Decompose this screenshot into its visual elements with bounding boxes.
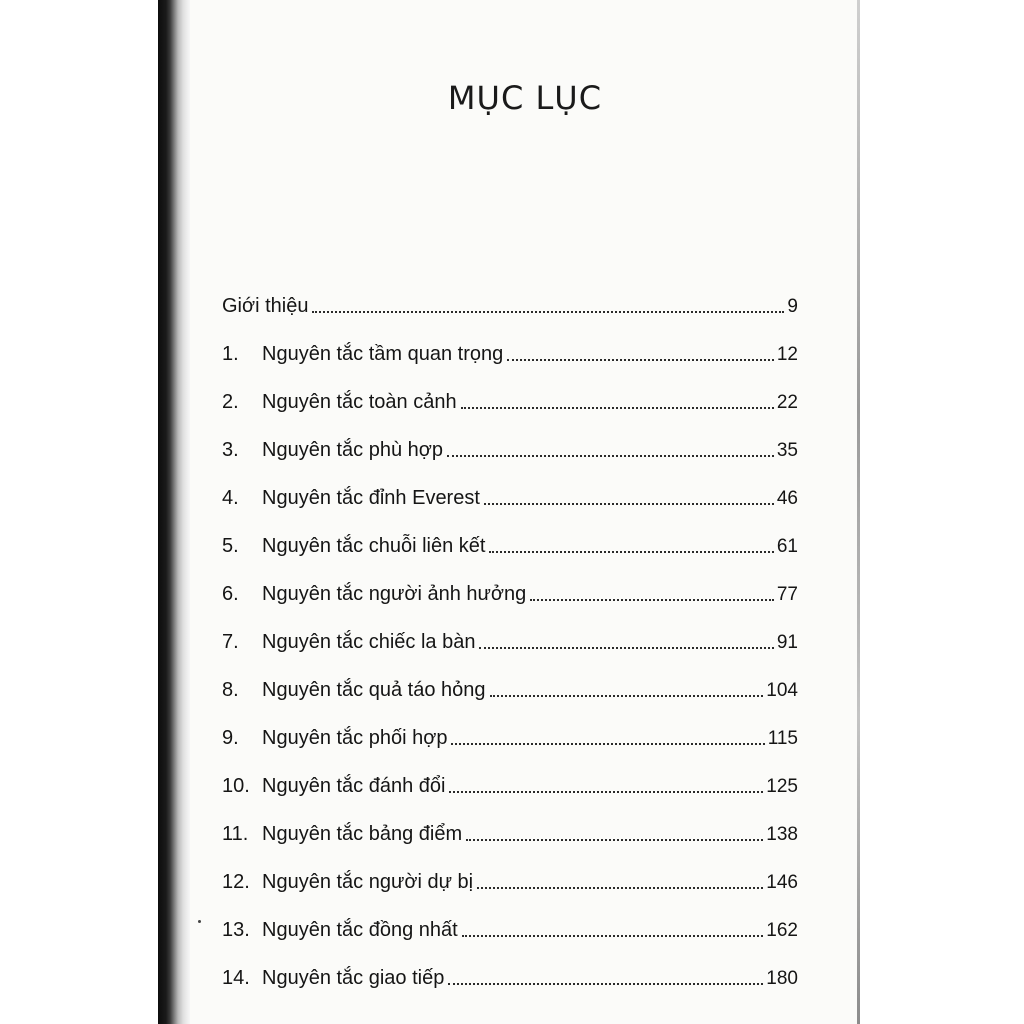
toc-entry-number: 5. bbox=[222, 535, 239, 557]
toc-entry-page: 35 bbox=[776, 440, 798, 461]
toc-entry bbox=[222, 604, 798, 652]
toc-entry-page: 115 bbox=[767, 728, 798, 749]
dot-leader bbox=[507, 358, 774, 361]
toc-entry bbox=[222, 316, 798, 364]
dot-leader bbox=[462, 934, 764, 937]
toc-entry-label: Nguyên tắc chuỗi liên kết bbox=[262, 535, 486, 557]
toc-entry-page: 22 bbox=[776, 392, 798, 413]
toc-entry-label: Nguyên tắc giao tiếp bbox=[262, 967, 445, 989]
toc-entry-number: 8. bbox=[222, 679, 239, 701]
toc-entry-number: 11. bbox=[222, 823, 249, 845]
toc-entry bbox=[222, 364, 798, 412]
toc-entry-page: 61 bbox=[776, 536, 798, 557]
toc-entry bbox=[222, 748, 798, 796]
toc-entry-number: 12. bbox=[222, 871, 250, 893]
toc-entry bbox=[222, 892, 798, 940]
toc-entry-label: Nguyên tắc phối hợp bbox=[262, 727, 448, 749]
toc-entry-number: 4. bbox=[222, 487, 239, 509]
toc-entry-label: Nguyên tắc đồng nhất bbox=[262, 919, 458, 941]
toc-entry-number: 9. bbox=[222, 727, 239, 749]
dot-leader bbox=[484, 502, 774, 505]
toc-entry-page: 12 bbox=[776, 344, 798, 365]
dot-leader bbox=[312, 310, 784, 313]
dot-leader bbox=[530, 598, 774, 601]
book-spine-shadow bbox=[158, 0, 192, 1024]
toc-entry-number: 3. bbox=[222, 439, 239, 461]
dot-leader bbox=[489, 550, 773, 553]
right-scan-margin bbox=[860, 0, 1024, 1024]
page-title: MỤC LỤC bbox=[447, 79, 603, 118]
toc-entry-label: Nguyên tắc đánh đổi bbox=[262, 775, 446, 797]
dot-leader bbox=[449, 790, 763, 793]
toc-entry-number: 13. bbox=[222, 919, 250, 941]
toc-entry-number: 7. bbox=[222, 631, 239, 653]
toc-entry bbox=[222, 460, 798, 508]
dot-leader bbox=[477, 886, 763, 889]
toc-entry bbox=[222, 412, 798, 460]
toc-entry-label: Nguyên tắc toàn cảnh bbox=[262, 391, 457, 413]
dot-leader bbox=[479, 646, 773, 649]
dot-leader bbox=[461, 406, 774, 409]
toc-entry bbox=[222, 796, 798, 844]
dot-leader bbox=[447, 454, 774, 457]
toc-entry-page: 91 bbox=[776, 632, 798, 653]
toc-entry-number: 6. bbox=[222, 583, 239, 605]
toc-entry bbox=[222, 556, 798, 604]
table-of-contents bbox=[222, 268, 798, 988]
dot-leader bbox=[448, 982, 763, 985]
toc-entry-number: 2. bbox=[222, 391, 239, 413]
toc-entry-label: Nguyên tắc tầm quan trọng bbox=[262, 343, 504, 365]
toc-entry bbox=[222, 700, 798, 748]
toc-entry-page: 9 bbox=[787, 296, 798, 317]
toc-entry bbox=[222, 652, 798, 700]
toc-entry bbox=[222, 844, 798, 892]
toc-entry-label: Nguyên tắc bảng điểm bbox=[262, 823, 463, 845]
dot-leader bbox=[466, 838, 763, 841]
toc-entry-page: 162 bbox=[766, 920, 798, 941]
dot-leader bbox=[490, 694, 764, 697]
toc-entry bbox=[222, 268, 798, 316]
toc-entry-label: Nguyên tắc chiếc la bàn bbox=[262, 631, 476, 653]
toc-entry-page: 180 bbox=[766, 968, 798, 989]
toc-entry-page: 46 bbox=[776, 488, 798, 509]
toc-entry bbox=[222, 508, 798, 556]
toc-entry bbox=[222, 940, 798, 988]
toc-entry-label: Nguyên tắc người dự bị bbox=[262, 871, 474, 893]
toc-entry-label: Nguyên tắc đỉnh Everest bbox=[262, 487, 480, 509]
toc-entry-label: Nguyên tắc quả táo hỏng bbox=[262, 679, 486, 701]
toc-entry-number: 10. bbox=[222, 775, 250, 797]
toc-entry-number: 14. bbox=[222, 967, 250, 989]
toc-entry-page: 146 bbox=[766, 872, 798, 893]
toc-entry-page: 77 bbox=[776, 584, 798, 605]
toc-entry-label: Nguyên tắc người ảnh hưởng bbox=[262, 583, 527, 605]
toc-entry-page: 125 bbox=[766, 776, 798, 797]
toc-entry-number: 1. bbox=[222, 343, 239, 365]
toc-entry-page: 138 bbox=[766, 824, 798, 845]
scan-speck bbox=[198, 920, 201, 923]
toc-entry-page: 104 bbox=[766, 680, 798, 701]
left-scan-margin bbox=[0, 0, 166, 1024]
toc-entry-label: Giới thiệu bbox=[222, 295, 309, 317]
toc-entry-label: Nguyên tắc phù hợp bbox=[262, 439, 444, 461]
dot-leader bbox=[451, 742, 764, 745]
